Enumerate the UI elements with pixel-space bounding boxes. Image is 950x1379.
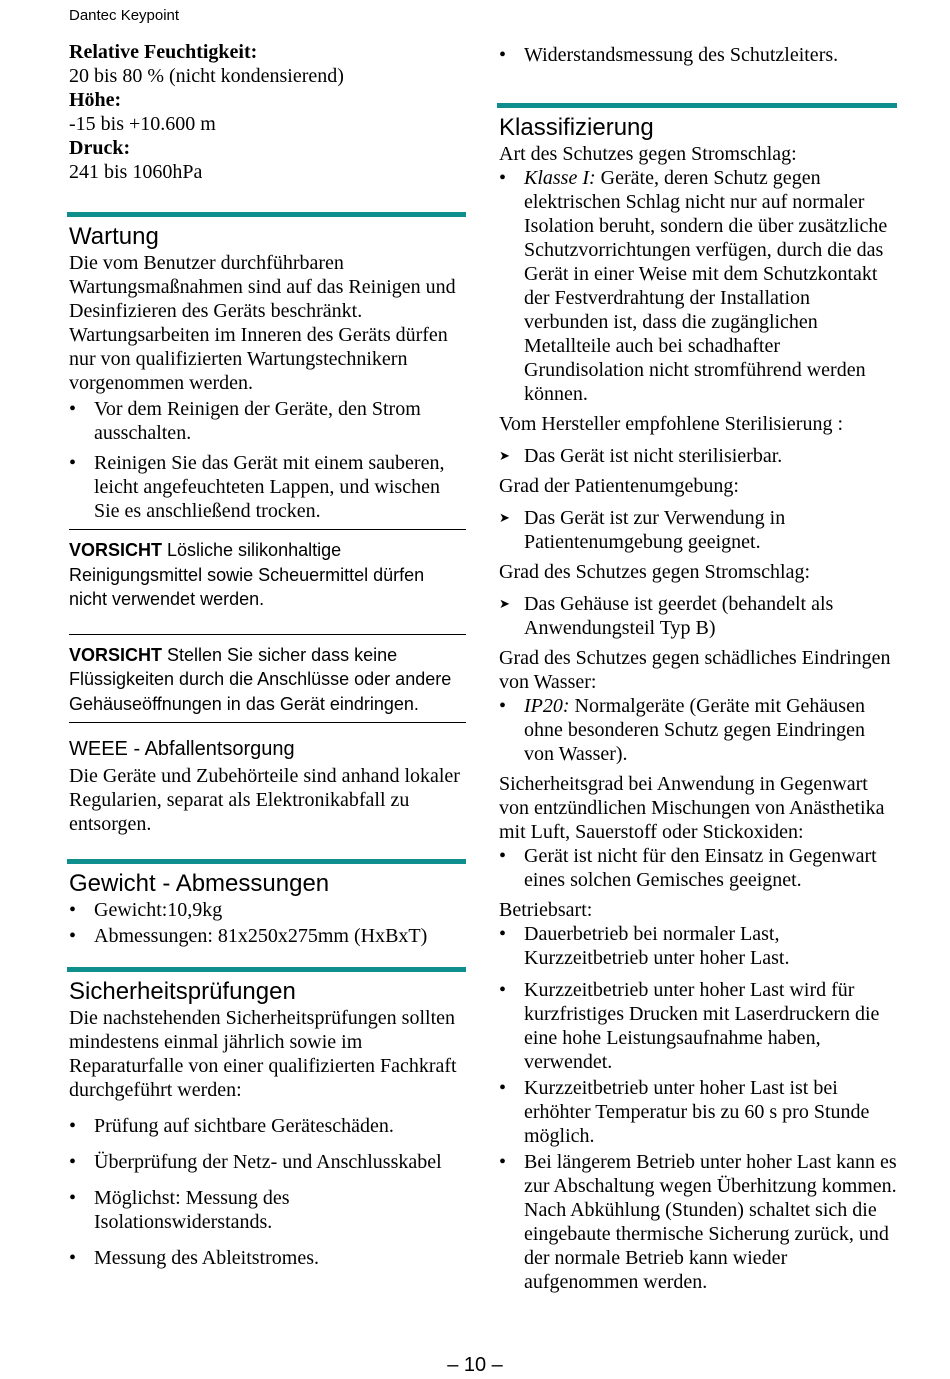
- bullet-icon: •: [69, 452, 77, 474]
- bullet-list: [69, 898, 466, 948]
- list-item: • Vor dem Reinigen der Geräte, den Strom ausschalten.: [69, 398, 421, 444]
- spec-label: Relative Feuchtigkeit:: [69, 41, 258, 63]
- bullet-icon: •: [69, 1151, 77, 1173]
- bullet-icon: •: [69, 1247, 77, 1269]
- section-rule: [497, 103, 897, 108]
- list-item: • Reinigen Sie das Gerät mit einem sauberen, leicht angefeuchteten Lappen, und wischen Sie es anschließend trocken.: [69, 452, 445, 522]
- caution-label: VORSICHT: [69, 644, 163, 665]
- caution-label: VORSICHT: [69, 540, 163, 560]
- list-item: • Dauerbetrieb bei normaler Last, Kurzzeitbetrieb unter hoher Last.: [499, 923, 790, 969]
- caution-note: VORSICHT Lösliche silikonhaltige Reinigungsmittel sowie Scheuermittel dürfen nicht verwendet werden.: [69, 540, 425, 609]
- bullet-list: [499, 444, 897, 468]
- list-item: ➤ Das Gerät ist nicht sterilisierbar.: [499, 445, 783, 467]
- section-sicherheit: [69, 967, 466, 1270]
- section-rule: [67, 859, 466, 864]
- bullet-icon: •: [499, 695, 507, 717]
- paragraph: Grad des Schutzes gegen schädliches Eindringen von Wasser:: [499, 647, 891, 693]
- section-klassifizierung: [499, 103, 897, 1294]
- bullet-list: [499, 844, 897, 892]
- section-title: WEEE - Abfallentsorgung: [69, 738, 295, 760]
- divider: [69, 529, 466, 530]
- paragraph: Sicherheitsgrad bei Anwendung in Gegenwart von entzündlichen Mischungen von Anästhetika mit Luft, Sauerstoff oder Stickoxiden:: [499, 773, 885, 843]
- bullet-list: [499, 506, 897, 554]
- paragraph: Die vom Benutzer durchführbaren Wartungsmaßnahmen sind auf das Reinigen und Desinfizieren des Geräts beschränkt. Wartungsarbeiten im Inneren des Geräts dürfen nur von qualifizierten Wartungstechnikern vorgenommen werden.: [69, 252, 456, 394]
- section-rule: [67, 967, 466, 972]
- divider: [69, 634, 466, 635]
- bullet-list: [69, 397, 466, 523]
- list-item: • Prüfung auf sichtbare Geräteschäden.: [69, 1115, 394, 1137]
- bullet-icon: •: [499, 1151, 507, 1173]
- bullet-icon: •: [499, 44, 507, 66]
- bullet-icon: •: [69, 1115, 77, 1137]
- list-item: • Messung des Ableitstromes.: [69, 1247, 319, 1269]
- bullet-icon: •: [69, 1187, 77, 1209]
- environment-specs: [69, 40, 466, 184]
- running-header: Dantec Keypoint: [69, 7, 180, 24]
- list-item: • Möglichst: Messung des Isolationswiderstands.: [69, 1187, 290, 1233]
- spec-value: -15 bis +10.600 m: [69, 113, 216, 135]
- section-weee: [69, 737, 466, 836]
- bullet-icon: •: [69, 398, 77, 420]
- section-title: Klassifizierung: [499, 114, 654, 141]
- bullet-icon: •: [69, 925, 77, 947]
- bullet-icon: •: [499, 167, 507, 189]
- arrow-bullet-icon: ➤: [499, 448, 510, 463]
- list-item: • Kurzzeitbetrieb unter hoher Last ist bei erhöhter Temperatur bis zu 60 s pro Stunde möglich.: [499, 1077, 870, 1147]
- page-number: – 10 –: [447, 1354, 503, 1376]
- arrow-bullet-icon: ➤: [499, 510, 510, 525]
- bullet-list: [499, 592, 897, 640]
- bullet-list: [499, 694, 897, 766]
- bullet-list: [69, 1114, 466, 1270]
- paragraph: Vom Hersteller empfohlene Sterilisierung :: [499, 413, 843, 435]
- bullet-icon: •: [69, 899, 77, 921]
- list-item: • Kurzzeitbetrieb unter hoher Last wird für kurzfristiges Drucken mit Laserdruckern die eine hohe Leistungsaufnahme haben, verwendet.: [499, 979, 880, 1073]
- right-column: [499, 40, 897, 1294]
- left-column: [69, 40, 466, 1270]
- spec-label: Druck:: [69, 137, 131, 159]
- list-item: • Gerät ist nicht für den Einsatz in Gegenwart eines solchen Gemisches geeignet.: [499, 845, 877, 891]
- section-rule: [67, 212, 466, 217]
- bullet-icon: •: [499, 1077, 507, 1099]
- bullet-icon: •: [499, 845, 507, 867]
- list-item: • Abmessungen: 81x250x275mm (HxBxT): [69, 925, 428, 947]
- section-wartung: [69, 212, 466, 523]
- divider: [69, 722, 466, 723]
- bullet-icon: •: [499, 979, 507, 1001]
- list-item: • Bei längerem Betrieb unter hoher Last kann es zur Abschaltung wegen Überhitzung kommen. Nach Abkühlung (Stunden) schaltet sich die eingebaute thermische Sicherung zurück, und der normale Betrieb kann wieder aufgenommen werden.: [499, 1151, 897, 1293]
- list-item: ➤ Das Gerät ist zur Verwendung in Patientenumgebung geeignet.: [499, 507, 786, 553]
- paragraph: Die nachstehenden Sicherheitsprüfungen sollten mindestens einmal jährlich sowie im Reparaturfalle von einer qualifizierten Fachkraft durchgeführt werden:: [69, 1007, 457, 1101]
- list-item: ➤ Das Gehäuse ist geerdet (behandelt als Anwendungsteil Typ B): [499, 593, 834, 639]
- bullet-list: [499, 922, 897, 1294]
- list-item: • Klasse I: Geräte, deren Schutz gegen elektrischen Schlag nicht nur auf normaler Isolation beruht, sondern die über zusätzliche Schutzvorrichtungen verfügen, durch die das Gerät in einer Weise mit dem Schutzkontakt der Festverdrahtung der Installation verbunden ist, dass die zugänglichen Metallteile auch bei schadhafter Grundisolation nicht stromführend werden können.: [499, 167, 888, 405]
- list-item: • Widerstandsmessung des Schutzleiters.: [499, 44, 839, 66]
- list-item: • Überprüfung der Netz- und Anschlusskabel: [69, 1151, 442, 1173]
- bullet-list: [499, 43, 897, 67]
- paragraph: Art des Schutzes gegen Stromschlag:: [499, 143, 797, 165]
- paragraph: Grad der Patientenumgebung:: [499, 475, 739, 497]
- spec-value: 20 bis 80 % (nicht kondensierend): [69, 65, 344, 87]
- section-title: Gewicht - Abmessungen: [69, 870, 330, 897]
- spec-value: 241 bis 1060hPa: [69, 161, 203, 183]
- bullet-list: [499, 166, 897, 406]
- list-item: • Gewicht:10,9kg: [69, 899, 223, 921]
- arrow-bullet-icon: ➤: [499, 596, 510, 611]
- section-title: Sicherheitsprüfungen: [69, 978, 296, 1005]
- caution-note: VORSICHT Stellen Sie sicher dass keine Flüssigkeiten durch die Anschlüsse oder andere Gehäuseöffnungen in das Gerät eindringen.: [69, 644, 452, 714]
- list-item: • IP20: Normalgeräte (Geräte mit Gehäusen ohne besonderen Schutz gegen Eindringen von Wasser).: [499, 695, 866, 765]
- spec-label: Höhe:: [69, 89, 122, 111]
- paragraph: Betriebsart:: [499, 899, 593, 921]
- paragraph: Grad des Schutzes gegen Stromschlag:: [499, 561, 811, 583]
- section-gewicht: [69, 859, 466, 948]
- bullet-icon: •: [499, 923, 507, 945]
- section-title: Wartung: [69, 223, 159, 250]
- paragraph: Die Geräte und Zubehörteile sind anhand lokaler Regularien, separat als Elektronikabfall zu entsorgen.: [69, 765, 460, 835]
